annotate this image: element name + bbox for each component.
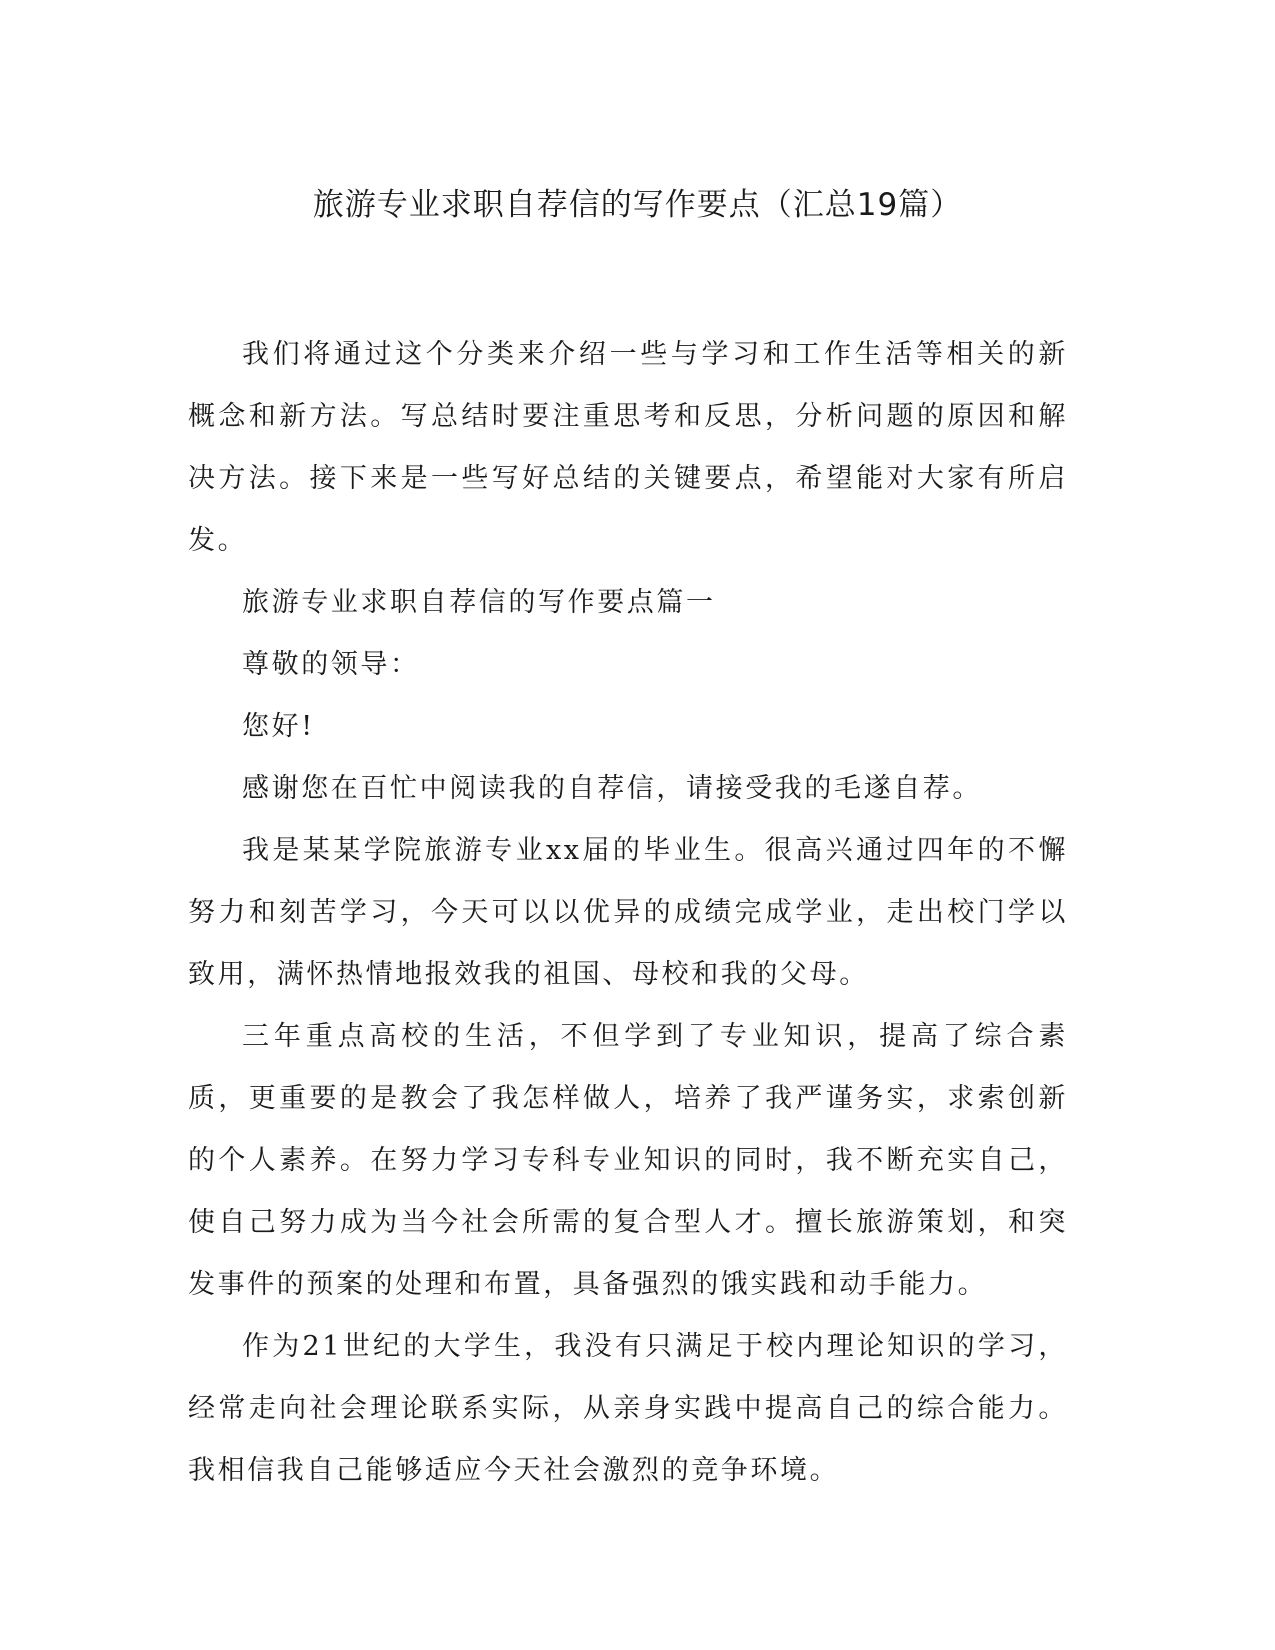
document-body (188, 324, 1068, 1502)
body-paragraph: 三年重点高校的生活，不但学到了专业知识，提高了综合素质，更重要的是教会了我怎样做人，培养了我严谨务实，求索创新的个人素养。在努力学习专科专业知识的同时，我不断充实自己，使自己努力成为当今社会所需的复合型人才。擅长旅游策划，和突发事件的预案的处理和布置，具备强烈的饿实践和动手能力。 (188, 1021, 1068, 1300)
section-heading: 旅游专业求职自荐信的写作要点篇一 (242, 587, 716, 618)
body-paragraph: 感谢您在百忙中阅读我的自荐信，请接受我的毛遂自荐。 (242, 773, 982, 804)
document-title: 旅游专业求职自荐信的写作要点（汇总19篇） (312, 187, 963, 223)
body-paragraph: 作为21世纪的大学生，我没有只满足于校内理论知识的学习，经常走向社会理论联系实际，从亲身实践中提高自己的综合能力。我相信我自己能够适应今天社会激烈的竞争环境。 (188, 1331, 1068, 1486)
intro-paragraph: 我们将通过这个分类来介绍一些与学习和工作生活等相关的新概念和新方法。写总结时要注重思考和反思，分析问题的原因和解决方法。接下来是一些写好总结的关键要点，希望能对大家有所启发。 (188, 339, 1068, 556)
greeting: 您好! (242, 711, 315, 742)
body-paragraph: 我是某某学院旅游专业xx届的毕业生。很高兴通过四年的不懈努力和刻苦学习，今天可以以优异的成绩完成学业，走出校门学以致用，满怀热情地报效我的祖国、母校和我的父母。 (188, 835, 1068, 990)
salutation: 尊敬的领导： (242, 649, 420, 680)
